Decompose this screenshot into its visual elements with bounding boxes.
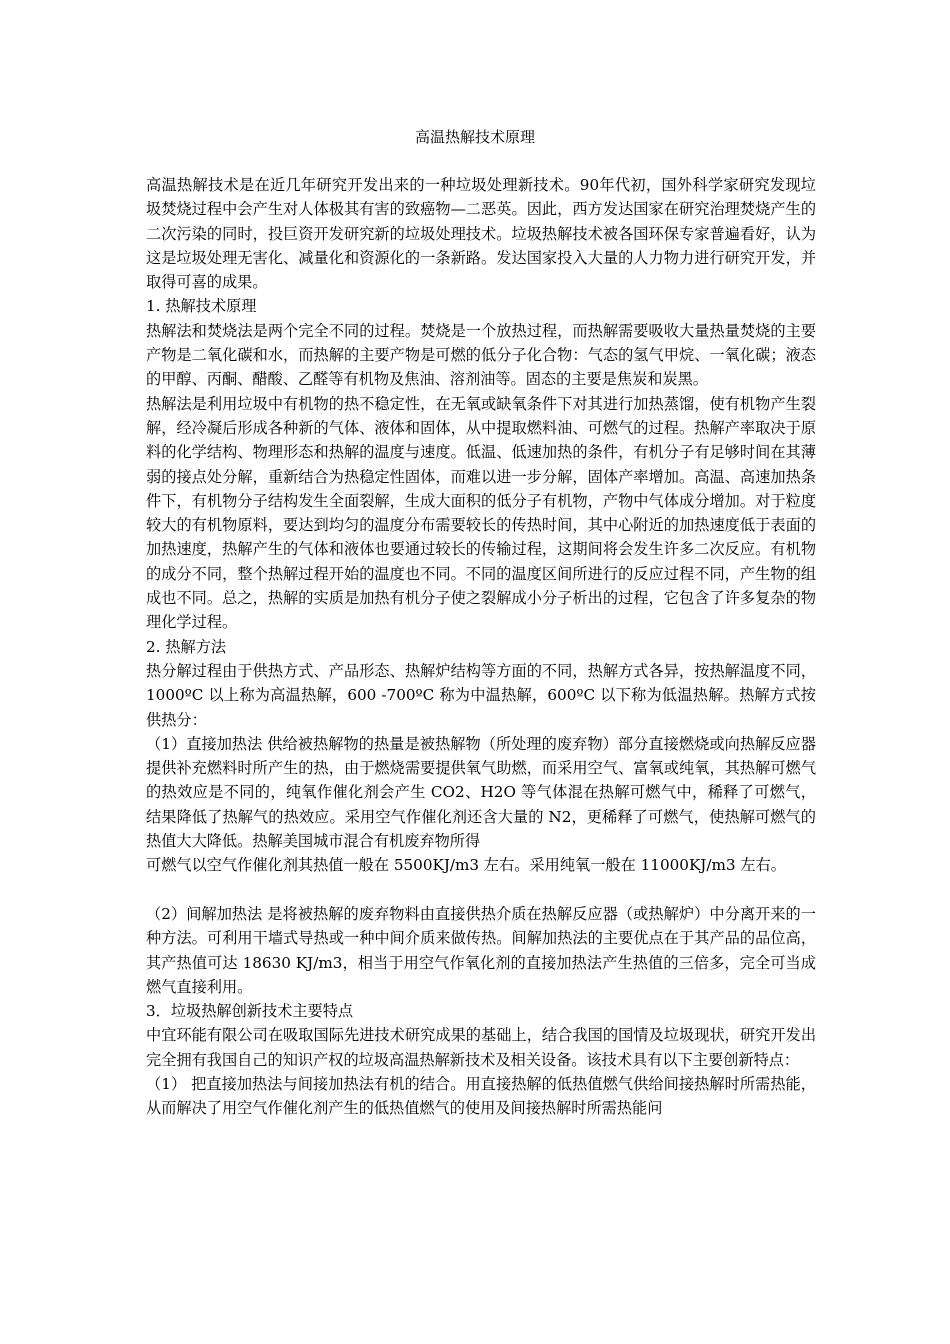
paragraph-intro: 高温热解技术是在近几年研究开发出来的一种垃圾处理新技术。90年代初，国外科学家研究发现垃圾焚烧过程中会产生对人体极其有害的致癌物—二恶英。因此，西方发达国家在研究治理焚烧产生的二次污染的同时，投巨资开发研究新的垃圾处理技术。垃圾热解技术被各国环保专家普遍看好，认为这是垃圾处理无害化、减量化和资源化的一条新路。发达国家投入大量的人力物力进行研究开发，并取得可喜的成果。: [146, 176, 816, 292]
paragraph-pyrolysis-vs-incineration: 热解法和焚烧法是两个完全不同的过程。焚烧是一个放热过程，而热解需要吸收大量热量焚烧的主要产物是二氧化碳和水，而热解的主要产物是可燃的低分子化合物：气态的氢气甲烷、一氧化碳；液态的甲醇、丙酮、醋酸、乙醛等有机物及焦油、溶剂油等。固态的主要是焦炭和炭黑。: [146, 321, 816, 389]
document-title: 高温热解技术原理: [414, 128, 535, 146]
paragraph-pyrolysis-process: 热解法是利用垃圾中有机物的热不稳定性，在无氧或缺氧条件下对其进行加热蒸馏，使有机物产生裂解，经冷凝后形成各种新的气体、液体和固体，从中提取燃料油、可燃气的过程。热解产率取决于原料的化学结构、物理形态和热解的温度与速度。低温、低速加热的条件，有机分子有足够时间在其薄弱的接点处分解，重新结合为热稳定性固体，而难以进一步分解，固体产率增加。高温、高速加热条件下，有机物分子结构发生全面裂解，生成大面积的低分子有机物，产物中气体成分增加。对于粒度较大的有机物原料，要达到均匀的温度分布需要较长的传热时间，其中心附近的加热速度低于表面的加热速度，热解产生的气体和液体也要通过较长的传输过程，这期间将会发生许多二次反应。有机物的成分不同，整个热解过程开始的温度也不同。不同的温度区间所进行的反应过程不同，产生物的组成也不同。总之，热解的实质是加热有机分子使之裂解成小分子析出的过程，它包含了许多复杂的物理化学过程。: [146, 394, 816, 632]
paragraph-direct-heating: （1）直接加热法 供给被热解物的热量是被热解物（所处理的废弃物）部分直接燃烧或向热解反应器提供补充燃料时所产生的热，由于燃烧需要提供氧气助燃，而采用空气、富氧或纯氧，其热解可燃气的热效应是不同的，纯氧作催化剂会产生 CO2、H2O 等气体混在热解可燃气中，稀释了可燃气，结果降低了热解气的热效应。采用空气作催化剂还含大量的 N2，更稀释了可燃气，使热解可燃气的热值大大降低。热解美国城市混合有机废弃物所得: [146, 734, 816, 851]
section-heading-1: 1. 热解技术原理: [146, 297, 257, 316]
paragraph-feature-1: （1） 把直接加热法与间接加热法有机的结合。用直接热解的低热值燃气供给间接热解时所需热能，从而解决了用空气作催化剂产生的低热值燃气的使用及间接热解时所需热能问: [146, 1074, 816, 1118]
section-heading-3: 3．垃圾热解创新技术主要特点: [146, 1002, 354, 1021]
paragraph-company-innovation: 中宜环能有限公司在吸取国际先进技术研究成果的基础上，结合我国的国情及垃圾现状，研究开发出完全拥有我国自己的知识产权的垃圾高温热解新技术及相关设备。该技术具有以下主要创新特点：: [146, 1026, 816, 1069]
paragraph-indirect-heating: （2）间解加热法 是将被热解的废弃物料由直接供热介质在热解反应器（或热解炉）中分离开来的一种方法。可利用干墙式导热或一种中间介质来做传热。间解加热法的主要优点在于其产品的品位高，其产热值可达 18630 KJ/m3，相当于用空气作氧化剂的直接加热法产生热值的三倍多，完全可当成燃气直接利用。: [146, 904, 816, 996]
blank-line: [146, 878, 816, 902]
section-heading-2: 2. 热解方法: [146, 637, 227, 656]
paragraph-pyrolysis-methods: 热分解过程由于供热方式、产品形态、热解炉结构等方面的不同，热解方式各异，按热解温度不同，1000ºC 以上称为高温热解，600 -700ºC 称为中温热解，600ºC 以下称为低温热解。热解方式按供热分：: [146, 661, 816, 729]
document-body: [146, 173, 816, 1121]
paragraph-direct-heating-values: 可燃气以空气作催化剂其热值一般在 5500KJ/m3 左右。采用纯氧一般在 11000KJ/m3 左右。: [146, 856, 786, 875]
